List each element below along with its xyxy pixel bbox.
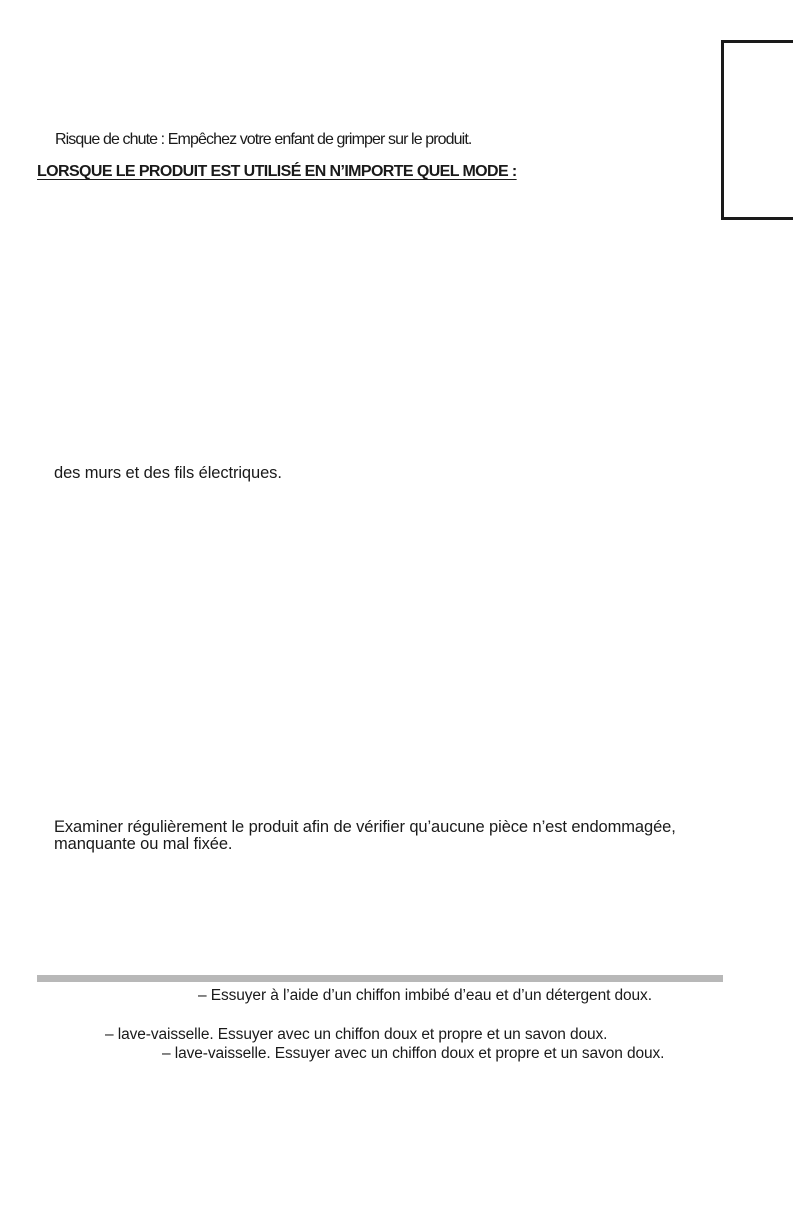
fall-risk-warning: Risque de chute : Empêchez votre enfant de grimper sur le produit. bbox=[55, 131, 472, 148]
inspect-warning-line-1: Examiner régulièrement le produit afin de vérifier qu’aucune pièce n’est endommagée, bbox=[54, 818, 676, 836]
care-wipe-detergent: – Essuyer à l’aide d’un chiffon imbibé d’eau et d’un détergent doux. bbox=[198, 987, 652, 1004]
walls-wires-warning: des murs et des fils électriques. bbox=[54, 464, 282, 482]
care-dishwasher-2: – lave-vaisselle. Essuyer avec un chiffon doux et propre et un savon doux. bbox=[162, 1045, 665, 1062]
inspect-warning-line-2: manquante ou mal fixée. bbox=[54, 835, 233, 853]
care-dishwasher-1: – lave-vaisselle. Essuyer avec un chiffon doux et propre et un savon doux. bbox=[105, 1026, 608, 1043]
language-side-tab bbox=[721, 40, 793, 220]
any-mode-heading: LORSQUE LE PRODUIT EST UTILISÉ EN N’IMPORTE QUEL MODE : bbox=[37, 163, 517, 180]
section-divider-bar bbox=[37, 975, 723, 982]
